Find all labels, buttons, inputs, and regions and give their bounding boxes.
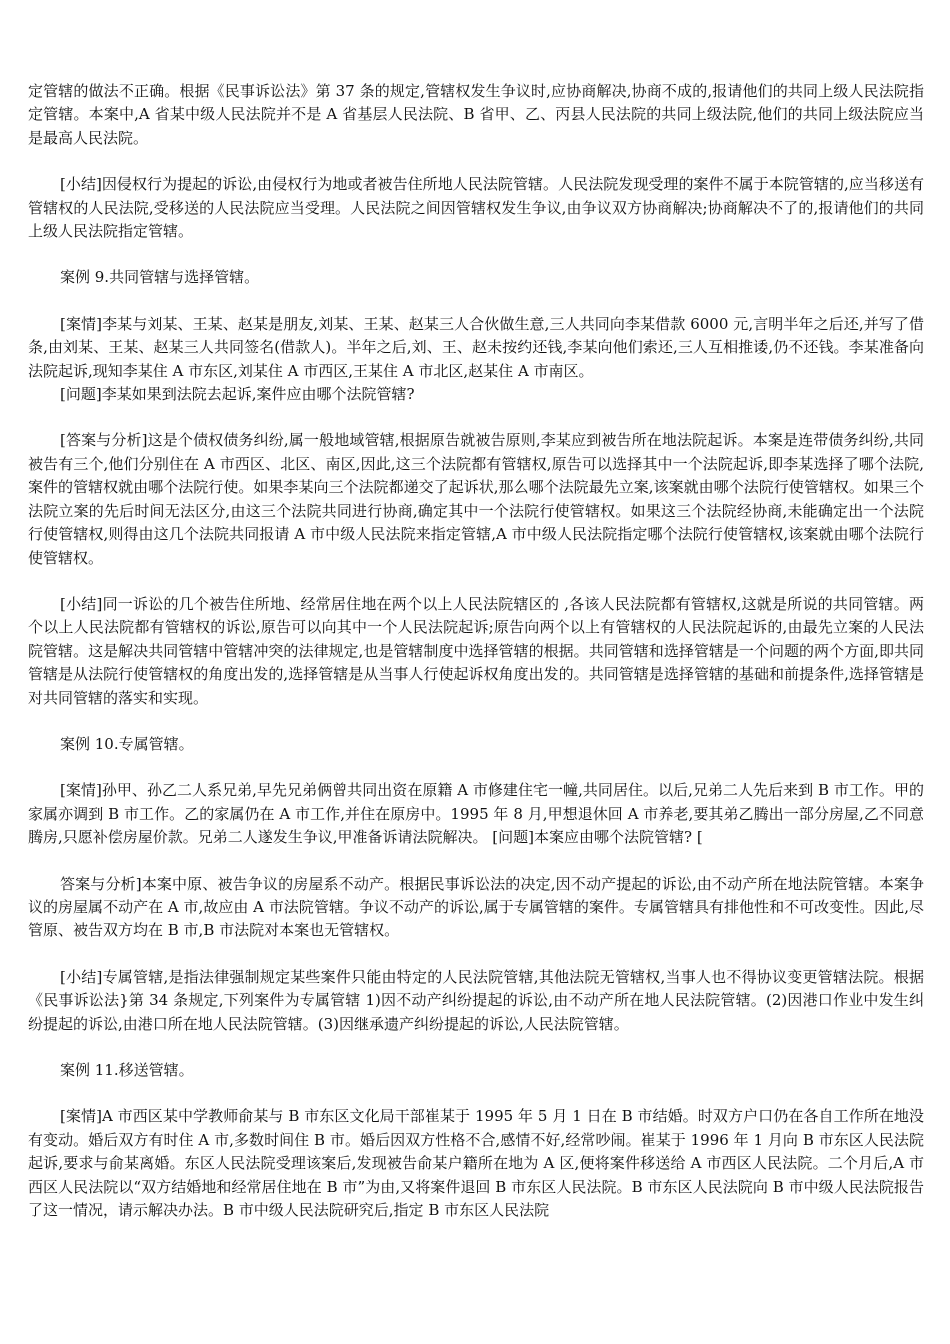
paragraph-case-9-question: [问题]李某如果到法院去起诉,案件应由哪个法院管辖? — [60, 385, 415, 404]
case-11-heading: 案例 11.移送管辖。 — [60, 1061, 194, 1079]
paragraph-summary-tort-jurisdiction: [小结]因侵权行为提起的诉讼,由侵权行为地或者被告住所地人民法院管辖。人民法院发现受理的案件不属于本院管辖的,应当移送有管辖权的人民法院,受移送的人民法院应当受理。人民法院之间因管辖权发生争议,由争议双方协商解决;协商解决不了的,报请他们的共同上级人民法院指定管辖。 — [28, 175, 924, 241]
paragraph-case-9-summary: [小结]同一诉讼的几个被告住所地、经常居住地在两个以上人民法院辖区的 ,各该人民法院都有管辖权,这就是所说的共同管辖。两个以上人民法院都有管辖权的诉讼,原告可以向其中一个人民法院起诉;原告向两个以上有管辖权的人民法院起诉的,由最先立案的人民法院管辖。这是解决共同管辖中管辖冲突的法律规定,也是管辖制度中选择管辖的根据。共同管辖和选择管辖是一个问题的两个方面,即共同管辖是从法院行使管辖权的角度出发的,选择管辖是从当事人行使起诉权角度出发的。共同管辖是选择管辖的基础和前提条件,选择管辖是对共同管辖的落实和实现。 — [28, 594, 924, 707]
case-10-heading: 案例 10.专属管辖。 — [60, 734, 194, 753]
paragraph-case-10-facts: [案情]孙甲、孙乙二人系兄弟,早先兄弟俩曾共同出资在原籍 A 市修建住宅一幢,共同居住。以后,兄弟二人先后来到 B 市工作。甲的家属亦调到 B 市工作。乙的家属仍在 A 市工作,并住在原房中。1995 年 8 月,甲想退休回 A 市养老,要其弟乙腾出一部分房屋,乙不同意腾房,只愿补偿房屋价款。兄弟二人遂发生争议,甲准备诉请法院解决。 [问题]本案应由哪个法院管辖? [ — [28, 781, 924, 847]
paragraph-case-9-facts: [案情]李某与刘某、王某、赵某是朋友,刘某、王某、赵某三人合伙做生意,三人共同向李某借款 6000 元,言明半年之后还,并写了借条,由刘某、王某、赵某三人共同签名(借款人)。半年之后,刘、王、赵未按约还钱,李某向他们索还,三人互相推诿,仍不还钱。李某准备向法院起诉,现知李某住 A 市东区,刘某住 A 市西区,王某住 A 市北区,赵某住 A 市南区。 — [28, 314, 924, 380]
document-page — [28, 80, 924, 1222]
case-9-heading: 案例 9.共同管辖与选择管辖。 — [60, 268, 260, 287]
paragraph-case-11-facts: [案情]A 市西区某中学教师俞某与 B 市东区文化局干部崔某于 1995 年 5 月 1 日在 B 市结婚。时双方户口仍在各自工作所在地没有变动。婚后双方有时住 A 市,多数时间住 B 市。婚后因双方性格不合,感情不好,经常吵闹。崔某于 1996 年 1 月向 B 市东区人民法院起诉,要求与俞某离婚。东区人民法院受理该案后,发现被告俞某户籍所在地为 A 区,便将案件移送给 A 市西区人民法院。二个月后,A 市西区人民法院以“双方结婚地和经常居住地在 B 市”为由,又将案件退回 B 市东区人民法院。B 市东区人民法院向 B 市中级人民法院报告了这一情况，请示解决办法。B 市中级人民法院研究后,指定 B 市东区人民法院 — [28, 1107, 924, 1220]
paragraph-case-10-analysis: 答案与分析]本案中原、被告争议的房屋系不动产。根据民事诉讼法的决定,因不动产提起的诉讼,由不动产所在地法院管辖。本案争议的房屋属不动产在 A 市,故应由 A 市法院管辖。争议不动产的诉讼,属于专属管辖的案件。专属管辖具有排他性和不可改变性。因此,尽管原、被告双方均在 B 市,B 市法院对本案也无管辖权。 — [28, 874, 924, 940]
paragraph-case-9-analysis: [答案与分析]这是个债权债务纠纷,属一般地域管辖,根据原告就被告原则,李某应到被告所在地法院起诉。本案是连带债务纠纷,共同被告有三个,他们分别住在 A 市西区、北区、南区,因此,这三个法院都有管辖权,原告可以选择其中一个法院起诉,即李某选择了哪个法院,案件的管辖权就由哪个法院行使。如果李某向三个法院都递交了起诉状,那么哪个法院最先立案,该案就由哪个法院行使管辖权。如果三个法院立案的先后时间无法区分,由这三个法院共同进行协商,确定其中一个法院行使管辖权。如果这三个法院经协商,未能确定出一个法院行使管辖权,则得由这几个法院共同报请 A 市中级人民法院来指定管辖,A 市中级人民法院指定哪个法院行使管辖权,该案就由哪个法院行使管辖权。 — [28, 431, 924, 567]
paragraph-case-10-summary: [小结]专属管辖,是指法律强制规定某些案件只能由特定的人民法院管辖,其他法院无管辖权,当事人也不得协议变更管辖法院。根据《民事诉讼法}第 34 条规定,下列案件为专属管辖 1)因不动产纠纷提起的诉讼,由不动产所在地人民法院管辖。(2)因港口作业中发生纠纷提起的诉讼,由港口所在地人民法院管辖。(3)因继承遗产纠纷提起的诉讼,人民法院管辖。 — [28, 967, 924, 1033]
paragraph-designated-jurisdiction-conclusion: 定管辖的做法不正确。根据《民事诉讼法》第 37 条的规定,管辖权发生争议时,应协商解决,协商不成的,报请他们的共同上级人民法院指定管辖。本案中,A 省某中级人民法院并不是 A 省基层人民法院、B 省甲、乙、丙县人民法院的共同上级法院,他们的共同上级法院应当是最高人民法院。 — [28, 82, 924, 147]
